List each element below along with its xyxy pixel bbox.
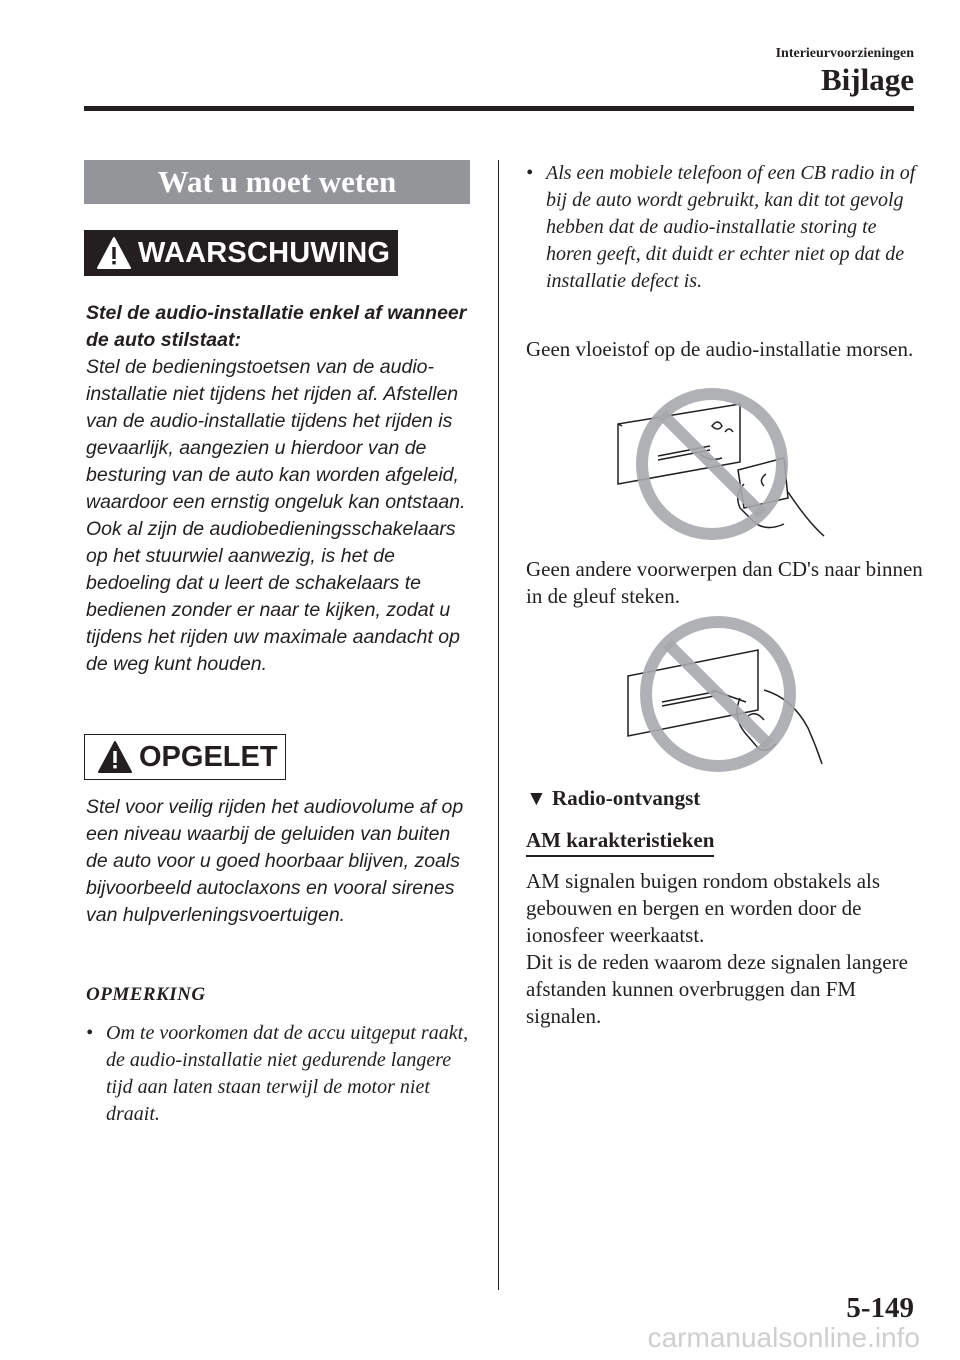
warning-text <box>86 300 476 678</box>
liquid-paragraph: Geen vloeistof op de audio-installatie morsen. <box>526 337 914 361</box>
page-number: 5-149 <box>846 1292 914 1324</box>
am-body <box>526 868 926 1030</box>
note-heading: OPMERKING <box>86 984 206 1005</box>
warning-label-box <box>84 230 398 276</box>
page-heading: Wat u moet weten <box>84 160 470 204</box>
radio-heading <box>526 786 700 811</box>
warning-body: Stel de bedieningstoetsen van de audio-installatie niet tijdens het rijden af. Afstellen van de audio-installatie tijdens het rijden is gevaarlijk, aangezien u hierdoor van de besturing van de auto kan worden afgeleid, waardoor een ernstig ongeluk kan ontstaan. <box>86 356 466 513</box>
am-body-1: AM signalen buigen rondom obstakels als gebouwen en bergen en worden door de ionosfeer weerkaatst. <box>526 869 881 947</box>
am-heading: AM karakteristieken <box>526 828 714 857</box>
no-objects-illustration <box>600 606 840 776</box>
section-title-header: Bijlage <box>821 62 914 97</box>
warning-heading: Stel de audio-installatie enkel af wanneer de auto stilstaat: <box>86 302 467 351</box>
warning-label: WAARSCHUWING <box>138 236 391 269</box>
bullet-dot: • <box>86 1022 94 1044</box>
note-bullet-2 <box>526 160 916 295</box>
radio-heading-text: Radio-ontvangst <box>552 786 701 810</box>
header-rule <box>84 106 914 111</box>
prohibition-sign-icon <box>646 622 790 766</box>
warning-triangle-icon <box>96 236 132 270</box>
chapter-title: Interieurvoorzieningen <box>775 46 914 61</box>
caution-label-box <box>84 734 286 780</box>
caution-label: OPGELET <box>139 740 278 773</box>
triangle-down-icon: ▼ <box>526 786 547 810</box>
warning-body-2: Ook al zijn de audiobedieningsschakelaars op het stuurwiel aanwezig, is het de bedoeling dat u leert de schakelaars te bedienen zonder er naar te kijken, zodat u tijdens het rijden uw maximale aandacht op de weg kunt houden. <box>86 518 460 675</box>
am-body-2: Dit is de reden waarom deze signalen langere afstanden kunnen overbruggen dan FM signalen. <box>526 950 908 1028</box>
caution-text: Stel voor veilig rijden het audiovolume af op een niveau waarbij de geluiden van buiten de auto voor u goed hoorbaar blijven, zoals bijvoorbeeld autoclaxons en vooral sirenes van hulpverleningsvoertuigen. <box>86 796 464 926</box>
bullet-dot: • <box>526 162 534 184</box>
objects-paragraph: Geen andere voorwerpen dan CD's naar binnen in de gleuf steken. <box>526 557 923 608</box>
watermark: carmanualsonline.info <box>647 1322 920 1353</box>
warning-triangle-icon <box>97 740 133 774</box>
column-divider <box>498 160 499 1290</box>
bullet-text: Om te voorkomen dat de accu uitgeput raakt, de audio-installatie niet gedurende langere tijd aan laten staan terwijl de motor niet draait. <box>106 1022 469 1125</box>
note-bullet-1 <box>86 1020 476 1128</box>
no-liquid-illustration <box>600 384 840 544</box>
bullet-text: Als een mobiele telefoon of een CB radio in of bij de auto wordt gebruikt, kan dit tot gevolg hebben dat de audio-installatie storing te horen geeft, dit duidt er echter niet op dat de installatie defect is. <box>546 162 916 292</box>
